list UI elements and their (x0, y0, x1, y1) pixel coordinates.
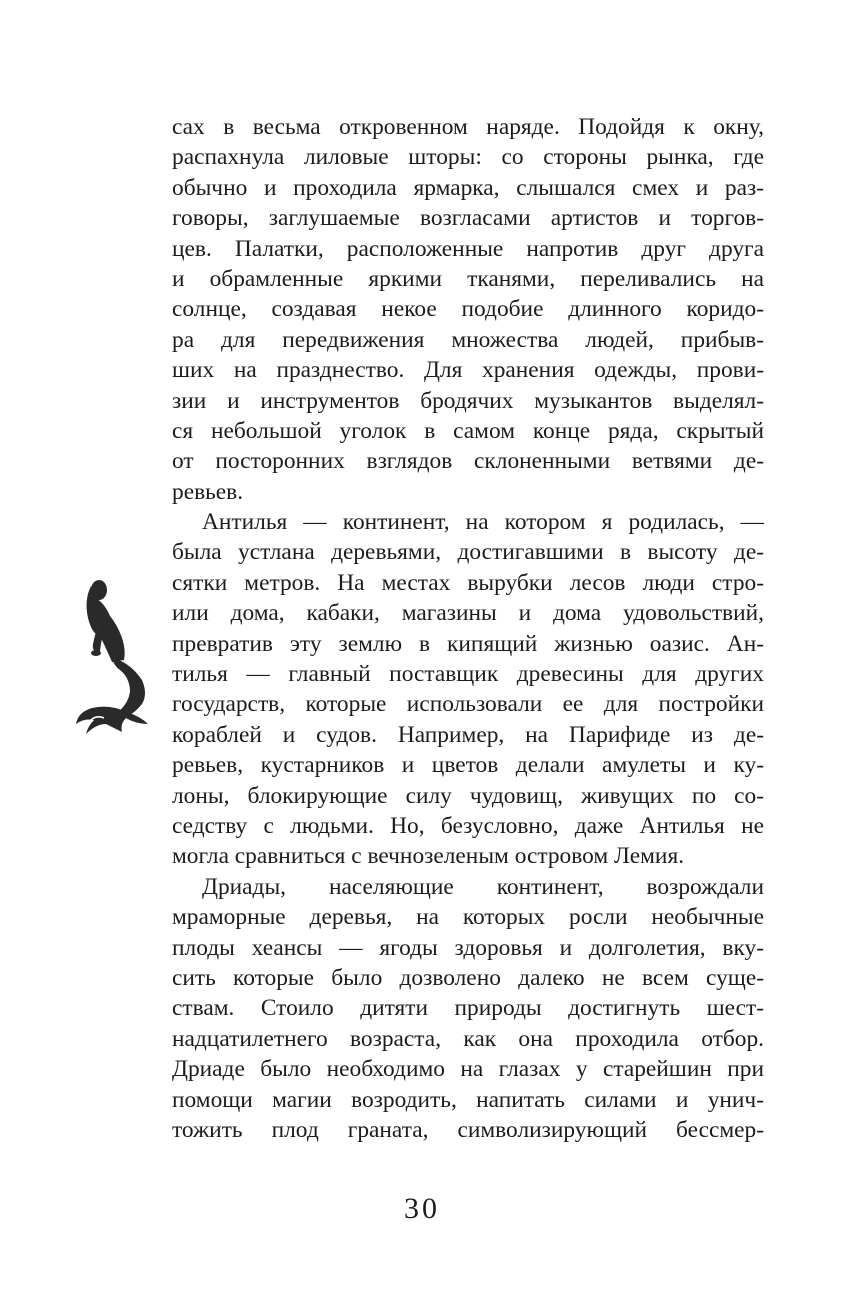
text-line: от посторонних взглядов склоненными ветвями де- (172, 448, 764, 475)
text-line: кораблей и судов. Например, на Парифиде из де- (172, 721, 764, 748)
text-line: сить которые было дозволено далеко не всем суще- (172, 964, 764, 991)
text-line: надцатилетнего возраста, как она проходила отбор. (172, 1025, 764, 1052)
text-line: тилья — главный поставщик древесины для других (172, 661, 764, 688)
paragraph-first-line: Дриады, населяющие континент, возрождали (202, 873, 764, 900)
text-line: солнце, создавая некое подобие длинного коридо- (172, 296, 764, 323)
text-line: распахнула лиловые шторы: со стороны рынка, где (172, 144, 764, 171)
text-line: обычно и проходила ярмарка, слышался смех и раз- (172, 174, 764, 201)
body-text (172, 112, 764, 1145)
text-line: мраморные деревья, на которых росли необычные (172, 904, 764, 931)
text-line: седству с людьми. Но, безусловно, даже Антилья не (172, 812, 764, 839)
text-line: тожить плод граната, символизирующий бессмер- (172, 1116, 764, 1143)
text-line: лоны, блокирующие силу чудовищ, живущих по со- (172, 782, 764, 809)
text-line: цев. Палатки, расположенные напротив друг друга (172, 235, 764, 262)
text-line: превратив эту землю в кипящий жизнью оазис. Ан- (172, 630, 764, 657)
text-line: плоды хеансы — ягоды здоровья и долголетия, вку- (172, 934, 764, 961)
mermaid-silhouette-icon (74, 578, 156, 734)
text-line: ревьев, кустарников и цветов делали амулеты и ку- (172, 752, 764, 779)
text-line: помощи магии возродить, напитать силами и унич- (172, 1086, 764, 1113)
text-line: говоры, заглушаемые возгласами артистов и торгов- (172, 205, 764, 232)
text-line: могла сравниться с вечнозеленым островом Лемия. (172, 843, 685, 870)
text-line: сах в весьма откровенном наряде. Подойдя к окну, (172, 114, 764, 140)
text-line: сятки метров. На местах вырубки лесов люди стро- (172, 569, 764, 596)
text-line: государств, которые использовали ее для постройки (172, 691, 764, 718)
text-line: или дома, кабаки, магазины и дома удовольствий, (172, 600, 764, 627)
text-line: была устлана деревьями, достигавшими в высоту де- (172, 539, 764, 566)
paragraph-first-line: Антилья — континент, на котором я родилась, — (202, 509, 764, 536)
text-line: ревьев. (172, 478, 244, 505)
text-line: зии и инструментов бродячих музыкантов выделял- (172, 387, 764, 414)
page-number: 30 (404, 1192, 440, 1225)
text-line: Дриаде было необходимо на глазах у старейшин при (172, 1056, 764, 1083)
text-line: ствам. Стоило дитяти природы достигнуть шест- (172, 995, 764, 1022)
text-line: и обрамленные яркими тканями, переливались на (172, 265, 764, 292)
text-line: ся небольшой уголок в самом конце ряда, скрытый (172, 417, 764, 444)
text-line: ра для передвижения множества людей, прибыв- (172, 326, 764, 353)
text-line: ших на празднество. Для хранения одежды, прови- (172, 357, 764, 384)
